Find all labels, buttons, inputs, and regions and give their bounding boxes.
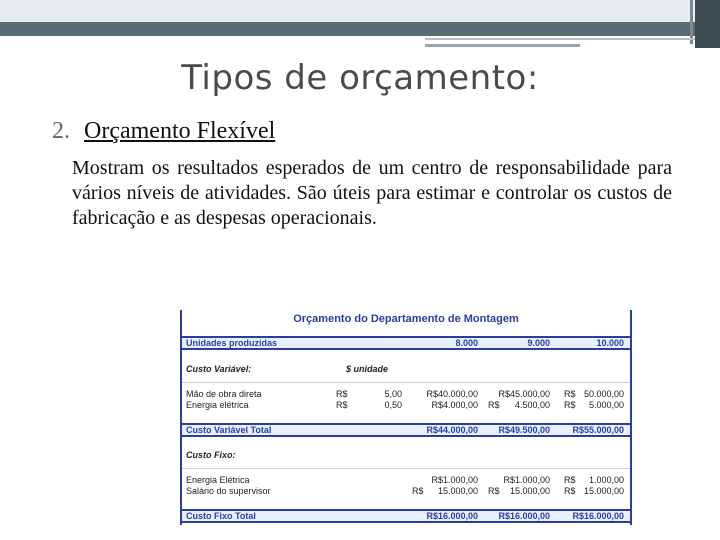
currency-cell: R$: [412, 486, 424, 496]
currency-cell: R$: [336, 389, 348, 399]
row-label: Energia elétrica: [186, 400, 249, 410]
value-cell: 15.000,00: [583, 486, 624, 496]
per-unit-header: $ unidade: [346, 364, 389, 374]
total-cell: R$44.000,00: [426, 425, 478, 435]
total-cell: R$16.000,00: [572, 511, 624, 521]
currency-cell: R$: [564, 400, 576, 410]
units-label: Unidades produzidas: [186, 338, 278, 348]
currency-cell: R$: [488, 486, 500, 496]
row-label: Salário do supervisor: [186, 486, 271, 496]
fixed-header-row: [182, 450, 630, 461]
variable-header-row: [182, 364, 630, 375]
value-cell: R$45.000,00: [498, 389, 550, 399]
currency-cell: R$: [564, 389, 576, 399]
currency-cell: R$: [488, 400, 500, 410]
fixed-total-row: [182, 509, 630, 523]
table-row: [182, 486, 630, 497]
total-cell: R$16.000,00: [426, 511, 478, 521]
value-cell: 15.000,00: [509, 486, 550, 496]
body-paragraph: [72, 156, 672, 231]
table-gridline: [182, 468, 630, 469]
accent-line-short: [425, 44, 580, 47]
table-row: [182, 400, 630, 411]
table-row: [182, 475, 630, 486]
value-cell: R$40.000,00: [426, 389, 478, 399]
section-number: 2.: [52, 118, 70, 144]
section-heading: [52, 118, 275, 145]
section-heading-text: Orçamento Flexível: [84, 118, 276, 144]
table-row: [182, 389, 630, 400]
top-decoration-band: [0, 0, 720, 22]
corner-block: [695, 0, 720, 48]
value-cell: 5.000,00: [588, 400, 624, 410]
row-label: Energia Elétrica: [186, 475, 250, 485]
body-line: despesas operacionais.: [195, 207, 377, 229]
units-cell: 10.000: [596, 338, 624, 348]
rate-cell: 0,50: [384, 400, 402, 410]
currency-cell: R$: [336, 400, 348, 410]
header-bar: [0, 22, 720, 36]
slide-title: Tipos de orçamento:: [181, 58, 539, 98]
value-cell: R$1.000,00: [503, 475, 550, 485]
body-line: Mostram os resultados esperados de um centro de: [72, 157, 489, 179]
accent-line: [425, 38, 695, 40]
value-cell: 50.000,00: [583, 389, 624, 399]
currency-cell: R$: [564, 475, 576, 485]
currency-cell: R$: [564, 486, 576, 496]
value-cell: 1.000,00: [588, 475, 624, 485]
body-line: úteis para estimar e controlar os custos de fabricação e as: [72, 182, 673, 229]
total-cell: R$55.000,00: [572, 425, 624, 435]
fixed-total-label: Custo Fixo Total: [186, 511, 256, 521]
body-line: responsabilidade para vários níveis de atividades. São: [72, 157, 673, 204]
rate-cell: 5,00: [384, 389, 402, 399]
budget-table-image: [180, 310, 632, 525]
table-title: Orçamento do Departamento de Montagem: [293, 313, 519, 325]
value-cell: 15.000,00: [437, 486, 478, 496]
table-gridline: [182, 382, 630, 383]
units-cell: 8.000: [455, 338, 478, 348]
units-cell: 9.000: [527, 338, 550, 348]
variable-total-row: [182, 423, 630, 437]
row-label: Mão de obra direta: [186, 389, 262, 399]
total-cell: R$49.500,00: [498, 425, 550, 435]
total-cell: R$16.000,00: [498, 511, 550, 521]
value-cell: R$1.000,00: [431, 475, 478, 485]
units-row: [182, 336, 630, 350]
variable-header: Custo Variável:: [186, 364, 252, 374]
variable-total-label: Custo Variável Total: [186, 425, 272, 435]
fixed-header: Custo Fixo:: [186, 450, 236, 460]
value-cell: 4.500,00: [514, 400, 550, 410]
value-cell: R$4.000,00: [431, 400, 478, 410]
